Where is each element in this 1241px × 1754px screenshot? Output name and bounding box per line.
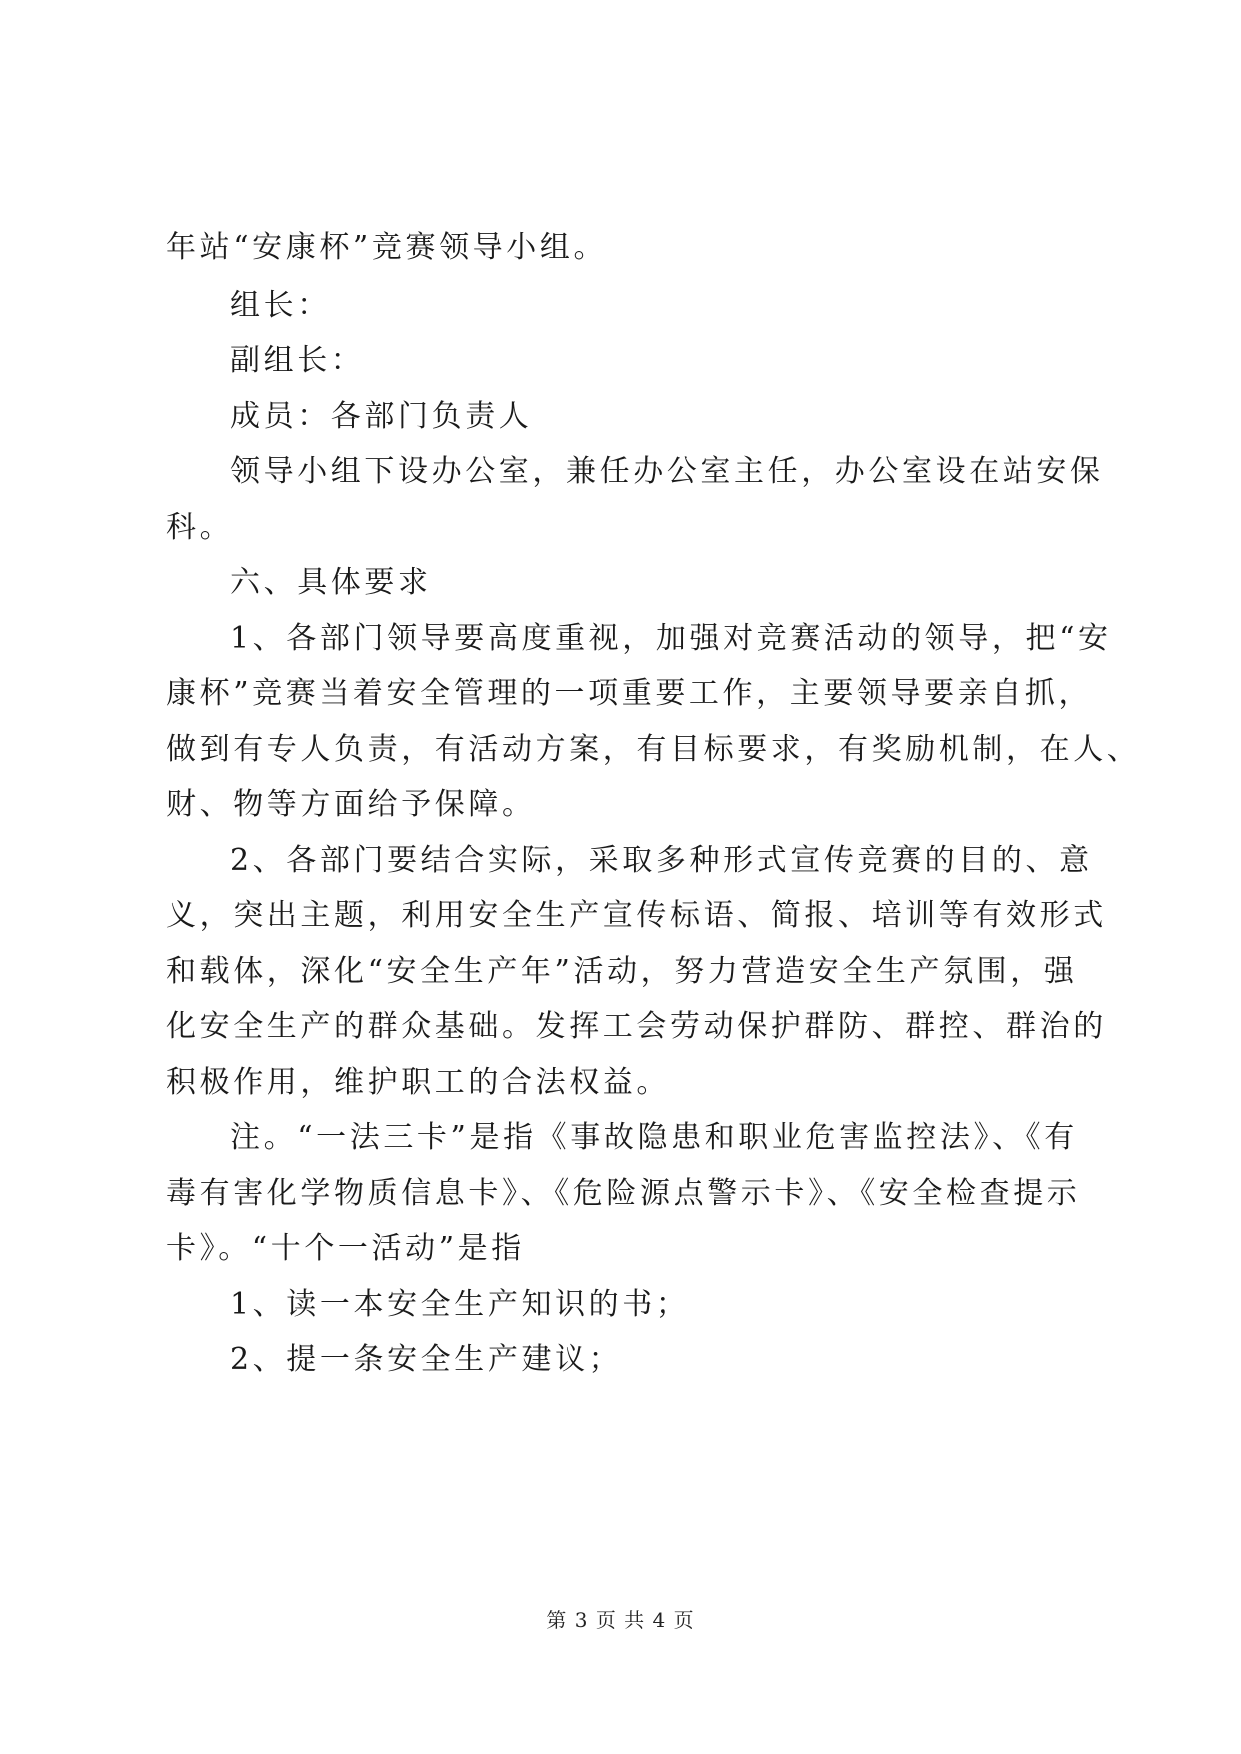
paragraph-line: 年站“安康杯”竞赛领导小组。 <box>166 230 608 265</box>
paragraph-line: 义，突出主题，利用安全生产宣传标语、简报、培训等有效形式 <box>166 898 1107 933</box>
paragraph-line: 和载体，深化“安全生产年”活动，努力营造安全生产氛围，强 <box>166 954 1078 989</box>
paragraph-line: 积极作用，维护职工的合法权益。 <box>166 1065 670 1100</box>
paragraph-line: 副组长： <box>230 343 365 378</box>
page-number-footer: 第 3 页 共 4 页 <box>546 1608 695 1632</box>
paragraph-line: 康杯”竞赛当着安全管理的一项重要工作，主要领导要亲自抓， <box>166 676 1093 711</box>
paragraph-line: 科。 <box>166 510 234 545</box>
paragraph-line: 卡》。“十个一活动”是指 <box>166 1231 525 1266</box>
paragraph-line: 化安全生产的群众基础。发挥工会劳动保护群防、群控、群治的 <box>166 1009 1107 1044</box>
paragraph-line: 组长： <box>230 288 331 323</box>
section-heading: 六、具体要求 <box>230 565 432 600</box>
paragraph-line: 2、提一条安全生产建议； <box>230 1342 623 1377</box>
paragraph-line: 毒有害化学物质信息卡》、《危险源点警示卡》、《安全检查提示 <box>166 1176 1081 1211</box>
paragraph-line: 领导小组下设办公室，兼任办公室主任，办公室设在站安保 <box>230 454 1104 489</box>
paragraph-line: 注。“一法三卡”是指《事故隐患和职业危害监控法》、《有 <box>230 1120 1078 1155</box>
paragraph-line: 财、物等方面给予保障。 <box>166 787 536 822</box>
paragraph-line: 成员：各部门负责人 <box>230 399 533 434</box>
paragraph-line: 1、各部门领导要高度重视，加强对竞赛活动的领导，把“安 <box>230 621 1112 656</box>
paragraph-line: 做到有专人负责，有活动方案，有目标要求，有奖励机制，在人、 <box>166 732 1141 767</box>
paragraph-line: 1、读一本安全生产知识的书； <box>230 1287 690 1322</box>
paragraph-line: 2、各部门要结合实际，采取多种形式宣传竞赛的目的、意 <box>230 843 1093 878</box>
